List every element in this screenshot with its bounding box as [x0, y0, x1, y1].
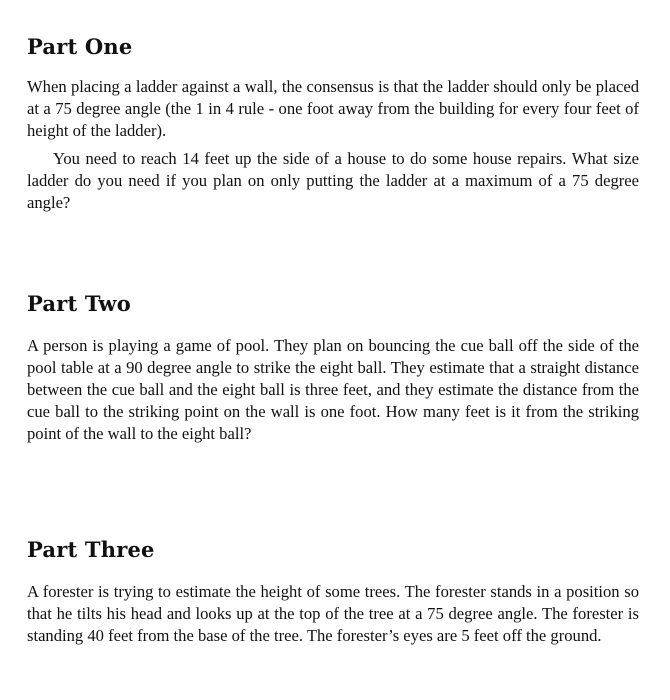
section-heading: Part Two: [27, 291, 131, 316]
section-part-one: [27, 34, 639, 214]
section-heading: Part One: [27, 34, 133, 59]
paragraph: You need to reach 14 feet up the side of a house to do some house repairs. What size ladder do you need if you plan on only putting the ladder at a maximum of a 75 degree angle?: [27, 149, 639, 212]
section-part-three: [27, 537, 639, 647]
section-part-two: [27, 291, 639, 445]
paragraph: When placing a ladder against a wall, the consensus is that the ladder should only be placed at a 75 degree angle (the 1 in 4 rule - one foot away from the building for every four feet of height of the ladder).: [27, 77, 639, 140]
paragraph: A person is playing a game of pool. They plan on bouncing the cue ball off the side of the pool table at a 90 degree angle to strike the eight ball. They estimate that a straight distance between the cue ball and the eight ball is three feet, and they estimate the distance from the cue ball to the striking point on the wall is one foot. How many feet is it from the striking point of the wall to the eight ball?: [27, 336, 639, 443]
section-heading: Part Three: [27, 537, 155, 562]
paragraph: A forester is trying to estimate the height of some trees. The forester stands in a position so that he tilts his head and looks up at the top of the tree at a 75 degree angle. The forester is standing 40 feet from the base of the tree. The forester’s eyes are 5 feet off the ground.: [27, 582, 639, 645]
